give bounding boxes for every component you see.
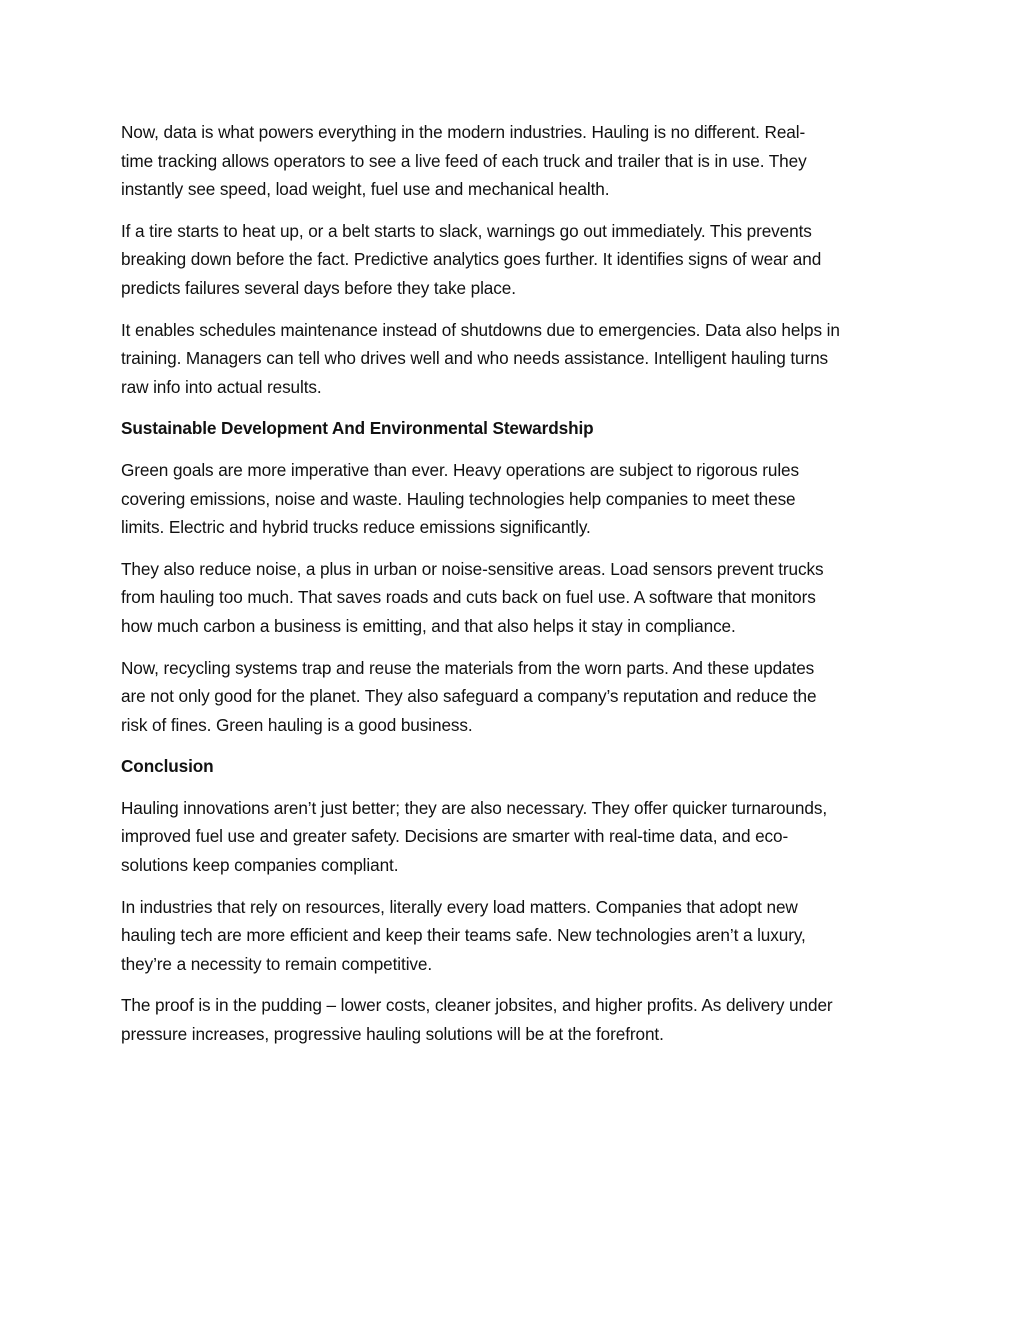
paragraph-green-goals: Green goals are more imperative than ever. Heavy operations are subject to rigorous rules covering emissions, noise and waste. Hauling technologies help companies to meet these limits. Electric and hybrid trucks reduce emissions significantly. [121,459,799,538]
paragraph-industries: In industries that rely on resources, literally every load matters. Companies that adopt new hauling tech are more efficient and keep their teams safe. New technologies aren’t a luxury, they’re a necessity to remain competitive. [121,896,806,974]
document-body [121,118,911,1062]
paragraph-maintenance: It enables schedules maintenance instead of shutdowns due to emergencies. Data also helps in training. Managers can tell who drives well and who needs assistance. Intelligent hauling turns raw info into actual results. [121,319,840,397]
paragraph-data-powers: Now, data is what powers everything in the modern industries. Hauling is no different. Real- time tracking allows operators to see a live feed of each truck and trailer that is in use. They instantly see speed, load weight, fuel use and mechanical health. [121,122,807,200]
section-heading-sustainable: Sustainable Development And Environmental Stewardship [121,418,594,439]
paragraph-proof: The proof is in the pudding – lower costs, cleaner jobsites, and higher profits. As delivery under pressure increases, progressive hauling solutions will be at the forefront. [121,995,833,1045]
paragraph-innovations: Hauling innovations aren’t just better; they are also necessary. They offer quicker turnarounds, improved fuel use and greater safety. Decisions are smarter with real-time data, and eco- solutions keep companies compliant. [121,797,827,876]
paragraph-noise: They also reduce noise, a plus in urban or noise-sensitive areas. Load sensors prevent trucks from hauling too much. That saves roads and cuts back on fuel use. A software that monitors how much carbon a business is emitting, and that also helps it stay in compliance. [121,558,824,636]
paragraph-warnings: If a tire starts to heat up, or a belt starts to slack, warnings go out immediately. This prevents breaking down before the fact. Predictive analytics goes further. It identifies signs of wear and predicts failures several days before they take place. [121,220,822,298]
section-heading-conclusion: Conclusion [121,756,214,777]
paragraph-recycling: Now, recycling systems trap and reuse the materials from the worn parts. And these updates are not only good for the planet. They also safeguard a company’s reputation and reduce the risk of fines. Green hauling is a good business. [121,657,817,735]
